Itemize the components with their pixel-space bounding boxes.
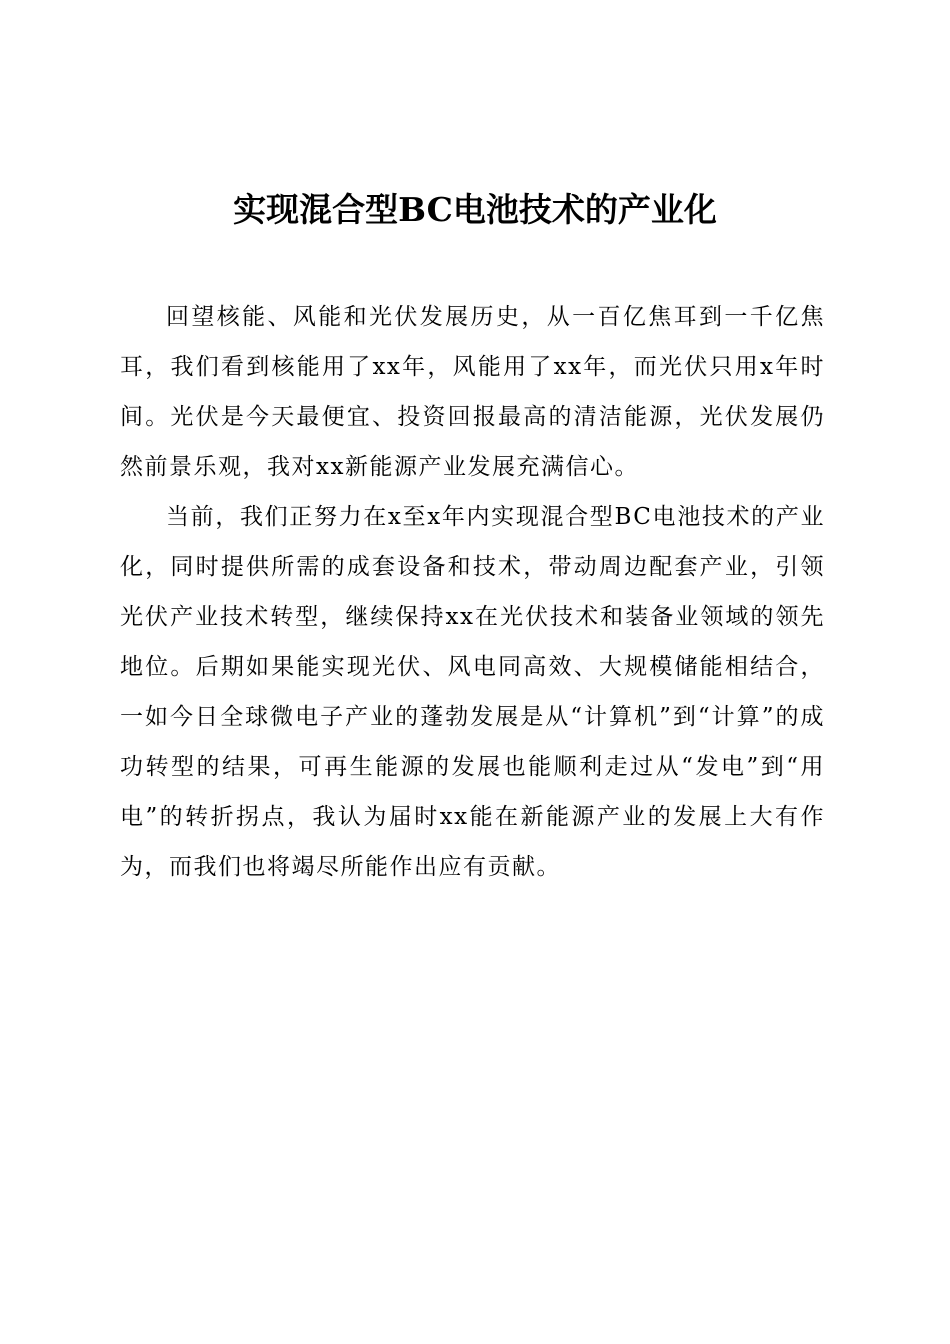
- document-body: [120, 292, 825, 892]
- paragraph-1: 回望核能、风能和光伏发展历史，从一百亿焦耳到一千亿焦耳，我们看到核能用了xx年，风能用了xx年，而光伏只用x年时间。光伏是今天最便宜、投资回报最高的清洁能源，光伏发展仍然前景乐观，我对xx新能源产业发展充满信心。: [120, 304, 825, 480]
- document-title: 实现混合型BC电池技术的产业化: [233, 190, 717, 229]
- paragraph-2: 当前，我们正努力在x至x年内实现混合型BC电池技术的产业化，同时提供所需的成套设备和技术，带动周边配套产业，引领光伏产业技术转型，继续保持xx在光伏技术和装备业领域的领先地位。后期如果能实现光伏、风电同高效、大规模储能相结合，一如今日全球微电子产业的蓬勃发展是从“计算机”到“计算”的成功转型的结果，可再生能源的发展也能顺利走过从“发电”到“用电”的转折拐点，我认为届时xx能在新能源产业的发展上大有作为，而我们也将竭尽所能作出应有贡献。: [120, 504, 825, 880]
